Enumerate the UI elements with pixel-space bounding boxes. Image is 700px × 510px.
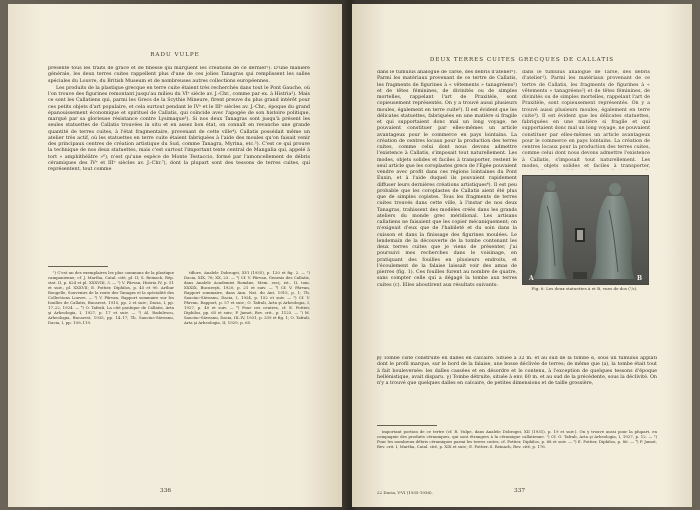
statuettes-image <box>523 176 648 284</box>
left-main-paragraph: Les produits de la plastique grecque en terre cuite étaient très recherchés dans tout le Pont Gauche, où l'on trouve des figurines remontant jusqu'au milieu du VIᵉ siècle av. J.-Chr., comme par ex. à Histria²). Mais ce sont les Callatiens qui, parmi les Grecs de la Scythie Mineure, firent preuve du plus grand intérêt pour ces petits objets d'art populaire, et cela surtout pendant le IVᵉ et le IIIᵉ siècles av. J.-Chr., époque du grand épanouissement économique et spirituel de Callatis, qui coïncide avec l'apogée de son histoire politique, marqué par sa glorieuse résistance contre Lysimaque³). Si nos deux Tanagras sont jusqu'à présent les seules statuettes de Callatis trouvées in situ et en assez bon état, on connaît en revanche une grande quantité de terres cuites, à l'état fragmentaire, provenant de cette ville⁴). Callatis possédait même un atelier très actif, où les statuettes en terre cuite étaient fabriquées à l'aide des moules qu'on faisait venir des principaux centres de création artistique du Sud, comme Tanagra, Myrina, etc.⁵). C'est ce qui prouve la technique de nos deux statuettes, mais c'est surtout l'important texte central de Mangalia qui, appelé à tort « amphithéâtre »⁶), n'est qu'une espèce de Monte Testaccio, formé par l'amoncellement de débris céramiques des IVᵉ et IIIᵉ siècles av. J.-Chr.⁷), dont la plupart sont des tessons de terres cuites, qui représentent, tout comme <box>48 85 310 172</box>
left-page <box>8 4 342 507</box>
footnote-rule-left <box>48 266 108 267</box>
right-main-paragraph: dans le tumulus analogue de Tarse, des débris d'atelier¹). Parmi les matériaux provenant de ce tertre de Callatis, les fragments de figurines à « vêtements » tanagréens²) et de têtes féminines, de divinités ou de simples mortelles, rappelant l'art de Praxitèle, sont copieusement représentés. On y a trouvé aussi plusieurs moules, également en terre cuite³). Il est évident que les délicates statuettes, fabriquées en une matière si fragile et qui supportaient donc mal un long voyage, ne pouvaient constituer par elles-mêmes un article avantageux pour le commerce en pays lointains. La création de centres locaux pour la production des terres cuites, comme celui dont nous devons admettre l'existence à Callatis, s'imposait tout naturellement. Les modes, objets solides et faciles à transporter, restent le seul article que les coroplastes grecs de l'Égée pouvaient vendre avec profit dans ces régions lointaines du Pont Euxin, et à l'aide duquel ils pouvaient rapidement diffuser leurs dernières créations artistiques⁴). Il est peu probable que les coroplastes de Callatis aient été plus que de simples copistes. Tous les fragments de terres cuites trouvés dans cette ville, à l'instar de nos deux Tanagras, trahissent des modèles créés dans les grands ateliers du monde grec méridional. Les artisans callatiens ne faisaient que les copier mécaniquement; on n'exigeait d'eux que de l'habileté et du soin dans la cuisson et dans la finissage des figurines moulées. Le lendemain de la découverte de la tombe contenant les deux terres cuites que je viens de présenter, j'ai poursuivi mes recherches dans le voisinage, en pratiquant des fouilles en plusieurs endroits, et l'écoulement de la falaise laissait voir des amas de pierres (fig. 1). Ces fouilles furent au nombre de quatre, sans compter celle qui a dégagé la tombe aux terres cuites (c). Elles aboutirent aux résultats suivants: <box>377 70 517 288</box>
right-upper-paragraph: dans le tumulus analogue de Tarse, des débris d'atelier¹). Parmi les matériaux provenant de ce tertre de Callatis, les fragments de figurines à « vêtements » tanagréens²) et de têtes féminines, de divinités ou de simples mortelles, rappelant l'art de Praxitèle, sont copieusement représentés. On y a trouvé aussi plusieurs moules, également en terre cuite³). Il est évident que les délicates statuettes, fabriquées en une matière si fragile et qui supportaient donc mal un long voyage, ne pouvaient constituer par elles-mêmes un article avantageux pour le commerce en pays lointains. La création de centres locaux pour la production des terres cuites, comme celui dont nous devons admettre l'existence à Callatis, s'imposait tout naturellement. Les modes, objets solides et faciles à transporter, <box>522 70 650 169</box>
tomb-paragraph: β) Tombe ciste construite en dalles en calcaire. Située à 32 m. et au sud de la tombe α, sous un tumulus applati dont le profil marque, sur le bord de la falaise, une bosse déclivée de terres; de même que (a), la tombe était tout à fait bouleversée: les dalles cassées et en désordre et le contenu, à l'exception de quelques tessons d'époque hellénistique, avait disparu. γ) Tombe détruite, située à env. 60 m. et au sud de la précédente, sous la déclivité. On n'y a trouvé que quelques dalles en calcaire, de petites dimensions et de taille grossière, <box>377 356 657 386</box>
left-intro-paragraph: présente tous les traits de grâce et de finesse qui marquent les créations de ce dernier¹). D'une manière générale, les deux terres cuites rappellent plus d'une de ces jolies Tanagras qui remplissent les salles spéciales du Louvre, du British Museum et de nombreuses autres collections européennes. <box>48 66 310 84</box>
right-body-text <box>377 70 517 352</box>
footnote-rule-right <box>377 425 437 426</box>
left-footnotes <box>48 270 310 492</box>
figure-label-b: B <box>637 275 643 282</box>
footnote-text: important portion de ce tertre (cf. R. Vulpe, dans Analele Dobrogei, XII (1931), p. 19 et suiv.). On y trouve aussi pour la plupart, en compagnie des produits céramiques, qui sont étrangers à la céramique callatienne. ¹) Cf. O. Tafrali, Arta şi Arheologia, I, 1927, p. 12. — ²) Pour les nombreux débris céramiques parmi les terres cuites, cf. Pottier, Diphilos, p. 68 et suiv. — ³) E. Pottier, Diphilos, p. 86. — ⁴) P. Jamot, Rev. crit. I, Martha, Catal. cité, p. XIX et suiv.; E. Pottier–S. Reinach, Rev. cité, p. 176. <box>377 429 657 450</box>
page-number-left: 336 <box>160 488 172 494</box>
right-footnotes <box>377 429 657 477</box>
figure-caption: Fig. 6. Les deux statuettes à et B, vues de dos (¹/₂). <box>531 286 638 291</box>
left-footnotes-col1 <box>48 270 174 492</box>
statuettes-photograph <box>522 175 649 285</box>
right-page <box>352 4 692 507</box>
footnote-text: tiflore, Analele Dobrogei, XVI (1935), p. 120 et fig. 2. — ²) Dacia, XIX, 76; XX, 23. — ³) Cf. V. Pârvan, Genesis des Callatis, dans Analele Academiei Române, Mem. secţ. ist., II, tom. XXXIX, Bucureşti, 1920, p. 21 et suiv. — ⁴) Cf. V. Pârvan, Rapport sommaire, dans Ann. Nat. du Ant. 1915, p. 1; Th. Sauciuc-Săveanu, Dacia, I, 1924, p. 152 et suiv. — ⁵) Cf. V. Pârvan, Rapport, p. 57 et suiv.; O. Tafrali, Arta şi Arheologia, I, 1927, p. 40 et suiv. — ⁶) Pour ces centres, cf. E. Pottier, Diphilos, pp. 65 et suiv.; P. Jamot, Rev. crit., p. 1125. — ⁷) M. Sauciuc-Săveanu, Dacia, III–IV, 1931, p. 339 et fig. 1; O. Tafrali, Arta şi Arheologia, II, 1929, p. 65. <box>184 270 310 326</box>
left-footnotes-col2 <box>184 270 310 492</box>
footnote-text: ¹) C'est un des exemplaires les plus communs de la plastique campanienne; cf. J. Martha, Catal. cité, pl. II; S. Reinach, Rép. stat. II, p. 624 et pl. XXXVIII, 3. — ²) V. Pârvan, Histria IV, p. 51 et suiv., pl. XXXVII; E. Pottier, Diphilos, p. 45 et 90. Arthur Rougelle, Souvenirs de la route des Tanagra et la spécialité des Collections Louvre. — ³) V. Pârvan, Rapport sommaire sur les fouilles de Callatis, Bucarest, 1915, pp. 2 et suiv.; Dacia, I, pp. 17–22, 1924. — ⁴) O. Tafrali, La cité pontique de Callatis, Arta şi Arheologia, I, 1927, p. 17 et suiv. — ⁵) Al. Radulescu, Arheologia, Bucarest, 1935, pp. 14–17; Th. Sauciuc-Săveanu, Dacia, I, pp. 109–119. <box>48 270 174 326</box>
right-footnotes-col <box>377 429 657 477</box>
figure-label-a: A <box>529 275 534 282</box>
page-number-right: 337 <box>514 488 526 494</box>
tomb-description <box>377 356 657 422</box>
running-head-right: DEUX TERRES CUITES GRECQUES DE CALLATIS <box>429 57 615 63</box>
running-head-left: RADU VULPE <box>150 52 200 58</box>
right-body-text-upper <box>522 70 650 170</box>
left-body-text <box>48 66 310 262</box>
journal-signature: 22 Dacia, V-VI (1935-1936). <box>377 490 433 495</box>
